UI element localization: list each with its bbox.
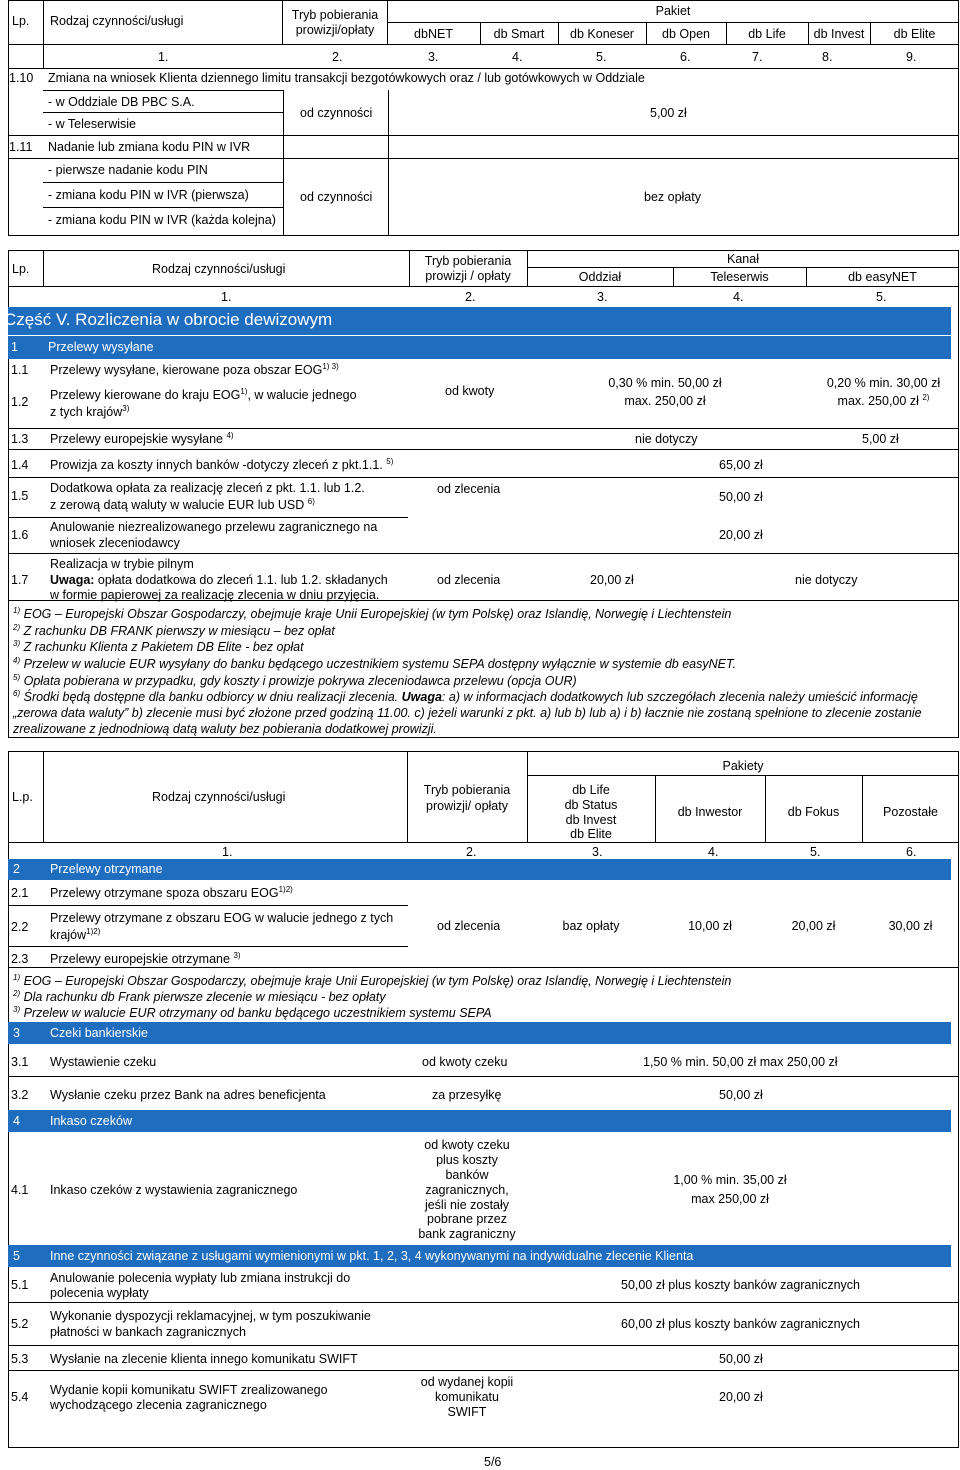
footnote-text: EOG – Europejski Obszar Gospodarczy, obejmuje kraje Unii Europejskiej (w tym Polskę) oraz Islandię, Norwegię i Liechtenstein (23, 974, 732, 988)
value-life: baz opłaty (562, 919, 620, 933)
footnote (13, 607, 731, 622)
oddzial-value: 0,30 % min. 50,00 zł (608, 376, 722, 390)
row-subitem: - zmiana kodu PIN w IVR (każda kolejna) (48, 213, 276, 227)
footnote (13, 1006, 492, 1021)
row-text (50, 498, 315, 513)
uwaga-label: Uwaga: (50, 573, 95, 587)
col-num: 1. (158, 50, 169, 64)
row-tryb: od czynności (300, 106, 373, 120)
row-text (50, 458, 393, 473)
row-value: 65,00 zł (719, 458, 763, 472)
header-kanal: Kanał (727, 252, 759, 266)
row-value: bez opłaty (644, 190, 701, 204)
row-text: w formie papierowej za realizację zlecenia w dniu przyjęcia. (50, 588, 380, 602)
subsection-lp: 2 (13, 862, 20, 876)
row-lp: 5.4 (11, 1390, 29, 1404)
footnote-ref: 3) (122, 403, 130, 413)
row-tryb: od wydanej kopii (420, 1375, 514, 1389)
header-tryb-line2: prowizji / opłaty (425, 269, 511, 283)
channel-teleserwis: Teleserwis (710, 270, 769, 284)
package-dbkoneser: db Koneser (570, 27, 634, 41)
col-num: 2. (466, 845, 477, 859)
header-tryb-line1: Tryb pobierania (423, 783, 511, 797)
package-dbinvest: db Invest (565, 813, 617, 827)
row-text: Wysłanie na zlecenie klienta innego komunikatu SWIFT (50, 1352, 358, 1366)
row-lp: 1.5 (11, 489, 29, 503)
row-text: Realizacja w trybie pilnym (50, 557, 194, 571)
easynet-value: 5,00 zł (862, 432, 899, 446)
footnote-mark: 1) (13, 972, 21, 982)
footnote-mark: 5) (13, 672, 21, 682)
header-tryb-line1: Tryb pobierania (291, 8, 379, 22)
footnote (13, 657, 736, 672)
row-text-main: Przelewy wysyłane, kierowane poza obszar EOG (50, 363, 323, 377)
subsection-title: Przelewy wysyłane (48, 340, 154, 354)
row-lp: 1.11 (9, 140, 33, 154)
row-lp: 4.1 (11, 1183, 29, 1197)
subsection-band (8, 1110, 951, 1132)
package-dbelite: db Elite (893, 27, 936, 41)
col-num: 4. (733, 290, 744, 304)
row-text: wniosek zleceniodawcy (50, 536, 180, 550)
row-value: 5,00 zł (650, 106, 687, 120)
subsection-title: Inkaso czeków (50, 1114, 132, 1128)
subsection-lp: 4 (13, 1114, 20, 1128)
easynet-value: 0,20 % min. 30,00 zł (826, 376, 941, 390)
row-tryb: jeśli nie zostały (424, 1198, 510, 1212)
row-text: Wykonanie dyspozycji reklamacyjnej, w tym poszukiwanie (50, 1309, 371, 1323)
footnote-text: : a) w informacjach dodatkowych lub szczegółach zlecenia należy umieścić informację (441, 690, 918, 704)
footnote-mark: 2) (13, 988, 21, 998)
row-tryb: pobrane przez (427, 1212, 507, 1226)
footnote (13, 974, 731, 989)
package-dbnet: dbNET (414, 27, 453, 41)
row-value: 20,00 zł (719, 1390, 763, 1404)
row-lp: 1.1 (11, 363, 29, 377)
row-tryb: od zlecenia (437, 573, 501, 587)
row-lp: 2.1 (11, 886, 29, 900)
uwaga-label: Uwaga (401, 690, 442, 704)
row-text-main: Przelewy otrzymane spoza obszaru EOG (50, 886, 279, 900)
package-dbelite: db Elite (570, 827, 612, 841)
row-lp: 1.3 (11, 432, 29, 446)
channel-oddzial: Oddział (578, 270, 622, 284)
header-pakiet: Pakiet (655, 4, 691, 18)
subsection-lp: 1 (11, 340, 18, 354)
footnote-text: Opłata pobierana w przypadku, gdy koszty i prowizje pokrywa zleceniodawca przelewu (opcja OUR) (23, 674, 577, 688)
row-text: Wystawienie czeku (50, 1055, 157, 1069)
subsection-band (8, 335, 951, 359)
row-text-main: Przelewy kierowane do kraju EOG (50, 388, 241, 402)
row-tryb: od zlecenia (437, 919, 501, 933)
footnote-ref: 1) 3) (322, 361, 339, 371)
footnote-text: Z rachunku Klienta z Pakietem DB Elite - bez opłat (23, 640, 304, 654)
row-subitem: - w Teleserwisie (48, 117, 136, 131)
subsection-lp: 3 (13, 1026, 20, 1040)
footnote-ref: 1)2) (86, 926, 101, 936)
row-subitem: - pierwsze nadanie kodu PIN (48, 163, 208, 177)
footnote-mark: 1) (13, 605, 21, 615)
col-num: 6. (680, 50, 691, 64)
row-value: 60,00 zł plus koszty banków zagranicznych (621, 1317, 861, 1331)
footnote-mark: 4) (13, 655, 21, 665)
channel-dbeasynet: db easyNET (848, 270, 917, 284)
row-text: Inkaso czeków z wystawienia zagranicznego (50, 1183, 298, 1197)
footnote-text: Przelew w walucie EUR otrzymany od banku będącego uczestnikiem systemu SEPA (23, 1006, 492, 1020)
row-text-main: krajów (50, 928, 87, 942)
row-lp: 1.6 (11, 528, 29, 542)
oddzial-value: max. 250,00 zł (624, 394, 706, 408)
row-title: Nadanie lub zmiana kodu PIN w IVR (48, 140, 251, 154)
footnote-text: EOG – Europejski Obszar Gospodarczy, obejmuje kraje Unii Europejskiej (w tym Polskę) oraz Islandię, Norwegię i Liechtenstein (23, 607, 732, 621)
row-text (50, 405, 129, 420)
row-lp: 2.2 (11, 920, 29, 934)
footnote-text: Przelew w walucie EUR wysyłany do banku będącego uczestnikiem systemu SEPA dostępny wyłącznie w systemie db easyNET. (23, 657, 736, 671)
col-num: 7. (752, 50, 763, 64)
col-num: 2. (332, 50, 343, 64)
col-num: 5. (876, 290, 887, 304)
col-num: 9. (906, 50, 917, 64)
header-rodzaj: Rodzaj czynności/usługi (50, 14, 184, 28)
row-text: Anulowanie niezrealizowanego przelewu zagranicznego na (50, 520, 378, 534)
row-lp: 5.2 (11, 1317, 29, 1331)
col-num: 6. (906, 845, 917, 859)
easynet-value: nie dotyczy (795, 573, 858, 587)
col-num: 3. (592, 845, 603, 859)
col-num: 3. (428, 50, 439, 64)
footnote-ref: 1) (240, 386, 248, 396)
col-num: 5. (596, 50, 607, 64)
row-value: 50,00 zł plus koszty banków zagranicznych (621, 1278, 861, 1292)
easynet-value (806, 394, 960, 409)
col-num: 8. (822, 50, 833, 64)
row-value: 1,00 % min. 35,00 zł (673, 1173, 787, 1187)
subsection-title: Przelewy otrzymane (50, 862, 163, 876)
col-num: 4. (708, 845, 719, 859)
page-number: 5/6 (484, 1455, 502, 1469)
row-lp: 1.10 (9, 71, 34, 85)
row-text-main: opłata dodatkowa do zleceń 1.1. lub 1.2. składanych (94, 573, 388, 587)
footnote-mark: 2) (13, 622, 21, 632)
row-text: polecenia wypłaty (50, 1286, 149, 1300)
row-tryb: od kwoty (445, 384, 495, 398)
col-num: 1. (222, 845, 233, 859)
row-text: Wydanie kopii komunikatu SWIFT zrealizowanego (50, 1383, 328, 1397)
row-text-main: Przelewy europejskie otrzymane (50, 952, 230, 966)
subsection-band (8, 1245, 951, 1267)
package-dbfokus: db Fokus (787, 805, 840, 819)
row-text (50, 573, 388, 588)
row-lp: 1.4 (11, 458, 29, 472)
row-lp: 5.3 (11, 1352, 29, 1366)
footnote-ref: 6) (307, 496, 315, 506)
value-pozostale: 30,00 zł (888, 919, 933, 933)
header-tryb-line2: prowizji/ opłaty (426, 799, 508, 813)
package-dbstatus: db Status (564, 798, 618, 812)
footnote-ref: 3) (233, 950, 241, 960)
row-lp: 2.3 (11, 952, 29, 966)
row-value: 20,00 zł (719, 528, 763, 542)
row-text-main: Przelewy europejskie wysyłane (50, 432, 223, 446)
row-lp: 5.1 (11, 1278, 29, 1292)
footnote (13, 640, 304, 655)
package-dblife: db Life (572, 783, 610, 797)
row-tryb: od zlecenia (437, 482, 501, 496)
row-value: max 250,00 zł (691, 1192, 769, 1206)
row-value: 50,00 zł (719, 1352, 763, 1366)
row-text (50, 388, 402, 403)
col-num: 3. (597, 290, 608, 304)
footnote-ref: 4) (226, 430, 234, 440)
row-value: 50,00 zł (719, 1088, 763, 1102)
header-pakiety: Pakiety (722, 759, 764, 773)
subsection-title: Czeki bankierskie (50, 1026, 148, 1040)
row-text (50, 952, 241, 967)
row-tryb: zagranicznych, (425, 1183, 509, 1197)
footnote: „zerowa data waluty” b) zlecenie musi być złożone przed godziną 11.00. c) jeżeli warunki z pkt. a) lub b) lub a) i b) łacznie nie zostaną spełnione to zlecenie zostanie (13, 706, 922, 720)
col-num: 4. (512, 50, 523, 64)
row-text (50, 363, 339, 378)
section-header-band (4, 307, 951, 335)
header-rodzaj: Rodzaj czynności/usługi (152, 790, 286, 804)
value-fokus: 20,00 zł (791, 919, 836, 933)
row-tryb: bank zagraniczny (418, 1227, 516, 1241)
row-value: 1,50 % min. 50,00 zł max 250,00 zł (643, 1055, 838, 1069)
footnote (13, 674, 577, 689)
row-value: 20,00 zł (590, 573, 634, 587)
row-title: Zmiana na wniosek Klienta dziennego limitu transakcji bezgotówkowych oraz / lub gotówkowych w Oddziale (48, 71, 645, 85)
row-tryb: banków (445, 1168, 489, 1182)
row-text: Dodatkowa opłata za realizację zleceń z pkt. 1.1. lub 1.2. (50, 481, 365, 495)
col-num: 1. (221, 290, 232, 304)
subsection-lp: 5 (13, 1249, 20, 1263)
row-value: nie dotyczy (635, 432, 698, 446)
footnote (13, 624, 335, 639)
header-tryb-line2: prowizji/opłaty (295, 23, 375, 37)
header-tryb-line1: Tryb pobierania (424, 254, 512, 268)
row-tryb: komunikatu (435, 1390, 499, 1404)
header-rodzaj: Rodzaj czynności/usługi (152, 262, 286, 276)
row-subitem: - w Oddziale DB PBC S.A. (48, 95, 195, 109)
row-text-main: , w walucie jednego (247, 388, 357, 402)
row-text (50, 432, 234, 447)
header-lp: Lp. (12, 262, 30, 276)
row-subitem: - zmiana kodu PIN w IVR (pierwsza) (48, 188, 249, 202)
row-text-main: Prowizja za koszty innych banków -dotyczy zleceń z pkt.1.1. (50, 458, 383, 472)
row-lp: 1.7 (11, 573, 29, 587)
row-tryb: od kwoty czeku (424, 1138, 510, 1152)
row-lp: 1.2 (11, 395, 29, 409)
footnote-text: Środki będą dostępne dla banku odbiorcy w dniu realizacji zlecenia. (23, 690, 402, 704)
value-inwestor: 10,00 zł (688, 919, 732, 933)
row-text: wychodzącego zlecenia zagranicznego (50, 1398, 267, 1412)
row-text-main: z zerową datą waluty w walucie EUR lub USD (50, 498, 305, 512)
footnote (13, 990, 386, 1005)
row-text: Przelewy otrzymane z obszaru EOG w walucie jednego z tych (50, 911, 394, 925)
row-tryb: SWIFT (447, 1405, 487, 1419)
row-tryb: plus koszty (436, 1153, 498, 1167)
row-lp: 3.1 (11, 1055, 29, 1069)
subsection-title: Inne czynności związane z usługami wymienionymi w pkt. 1, 2, 3, 4 wykonywanymi na indywidualne zlecenie Klienta (50, 1249, 694, 1263)
package-pozostale: Pozostałe (883, 805, 938, 819)
footnote-text: Z rachunku DB FRANK pierwszy w miesiącu – bez opłat (23, 624, 335, 638)
row-text (50, 928, 100, 943)
footnote-ref: 5) (386, 456, 394, 466)
row-text: płatności w bankach zagranicznych (50, 1325, 246, 1339)
col-num: 2. (465, 290, 476, 304)
row-tryb: od czynności (300, 190, 373, 204)
header-lp: Lp. (12, 14, 30, 28)
row-text-main: z tych krajów (50, 405, 123, 419)
row-value: 50,00 zł (719, 490, 763, 504)
col-num: 5. (810, 845, 821, 859)
section-title: Część V. Rozliczenia w obrocie dewizowym (4, 310, 333, 329)
footnote-ref: 2) (922, 392, 930, 402)
footnote (13, 690, 918, 705)
subsection-band (8, 1022, 951, 1044)
header-lp: L.p. (12, 790, 33, 804)
footnote-mark: 6) (13, 688, 21, 698)
row-text: Anulowanie polecenia wypłaty lub zmiana instrukcji do (50, 1271, 351, 1285)
footnote-mark: 3) (13, 1004, 21, 1014)
package-dbinwestor: db Inwestor (677, 805, 743, 819)
package-dbsmart: db Smart (493, 27, 545, 41)
row-tryb: od kwoty czeku (422, 1055, 508, 1069)
row-text (50, 886, 293, 901)
row-tryb: za przesyłkę (432, 1088, 502, 1102)
package-dbopen: db Open (662, 27, 710, 41)
row-lp: 3.2 (11, 1088, 29, 1102)
row-text: Wysłanie czeku przez Bank na adres beneficjenta (50, 1088, 326, 1102)
easynet-value-text: max. 250,00 zł (837, 394, 919, 408)
footnote-mark: 3) (13, 638, 21, 648)
footnote: zrealizowane z jednodniową datą waluty bez pobierania dodatkowej prowizji. (13, 722, 437, 736)
footnote-text: Dla rachunku db Frank pierwsze zlecenie w miesiącu - bez opłaty (23, 990, 386, 1004)
package-dblife: db Life (748, 27, 786, 41)
package-dbinvest: db Invest (813, 27, 865, 41)
footnote-ref: 1)2) (278, 884, 293, 894)
subsection-band (8, 859, 951, 880)
